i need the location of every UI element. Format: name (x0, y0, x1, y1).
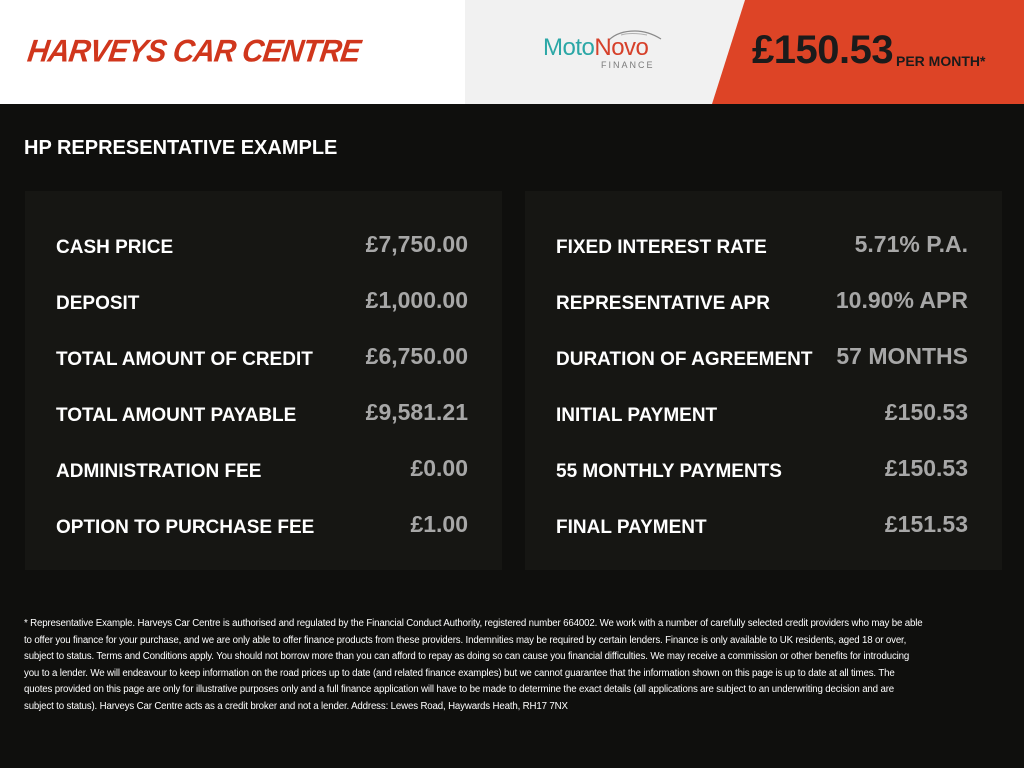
row-value: £7,750.00 (365, 231, 468, 257)
row-label: FIXED INTEREST RATE (556, 237, 767, 258)
row-label: DURATION OF AGREEMENT (556, 349, 813, 370)
header-bar (0, 0, 1024, 104)
monthly-price: £150.53 (752, 28, 894, 72)
section-title: HP REPRESENTATIVE EXAMPLE (24, 137, 338, 159)
finance-row-initial-payment (556, 390, 968, 430)
finance-details-right-panel (525, 191, 1002, 570)
row-value: £6,750.00 (365, 343, 468, 369)
row-value: 5.71% P.A. (854, 231, 968, 257)
row-value: £150.53 (884, 455, 968, 481)
row-label: TOTAL AMOUNT OF CREDIT (56, 349, 313, 370)
finance-provider-logo (543, 30, 669, 76)
finance-row-final-payment (556, 502, 968, 542)
row-value: £151.53 (884, 511, 968, 537)
row-value: 57 MONTHS (836, 343, 968, 369)
dealer-logo: HARVEYS CAR CENTRE (25, 34, 363, 69)
row-value: £9,581.21 (365, 399, 468, 425)
finance-row-total-payable (56, 390, 468, 430)
legal-disclaimer: * Representative Example. Harveys Car Centre is authorised and regulated by the Financial Conduct Authority, registered number 664002. We work with a number of carefully selected credit providers who may be able to offer you finance for your purchase, and we are only able to offer finance products from these providers. Indemnities may be required by certain lenders. Finance is only available to UK residents, aged 18 or over, subject to status. Terms and Conditions apply. You should not borrow more than you can afford to repay as doing so can cause you financial difficulties. We may receive a commission or other benefits for introducing you to a lender. We will endeavour to keep information on the road prices up to date (and related finance examples) but we cannot guarantee that the information shown on this page is up to date at all times. The quotes provided on this page are only for illustrative purposes only and a full finance application will have to be made to determine the exact details (all applications are subject to an underwriting decision and are subject to status). Harveys Car Centre acts as a credit broker and not a lender. Address: Lewes Road, Haywards Heath, RH17 7NX (24, 618, 923, 712)
row-label: OPTION TO PURCHASE FEE (56, 517, 315, 538)
finance-row-option-fee (56, 502, 468, 542)
per-month-label: PER MONTH* (896, 53, 986, 69)
finance-logo-part1: Moto (543, 34, 595, 61)
finance-row-cash-price (56, 222, 468, 262)
finance-logo-part2: Novo (594, 34, 649, 61)
finance-row-monthly-payments (556, 446, 968, 486)
finance-row-admin-fee (56, 446, 468, 486)
finance-logo-wordmark (543, 34, 648, 62)
row-label: ADMINISTRATION FEE (56, 461, 262, 482)
row-value: £150.53 (884, 399, 968, 425)
finance-details-left-panel (25, 191, 502, 570)
row-label: REPRESENTATIVE APR (556, 293, 770, 314)
row-label: 55 MONTHLY PAYMENTS (556, 461, 782, 482)
row-value: £1,000.00 (365, 287, 468, 313)
row-label: DEPOSIT (56, 293, 140, 314)
finance-row-apr (556, 278, 968, 318)
row-label: INITIAL PAYMENT (556, 405, 718, 426)
finance-row-duration (556, 334, 968, 374)
finance-logo-subtitle: FINANCE (601, 60, 655, 70)
finance-row-deposit (56, 278, 468, 318)
finance-row-total-credit (56, 334, 468, 374)
row-label: TOTAL AMOUNT PAYABLE (56, 405, 297, 426)
row-label: FINAL PAYMENT (556, 517, 707, 538)
row-value: £0.00 (410, 455, 468, 481)
row-label: CASH PRICE (56, 237, 174, 258)
row-value: 10.90% APR (835, 287, 968, 313)
row-value: £1.00 (410, 511, 468, 537)
finance-row-interest-rate (556, 222, 968, 262)
